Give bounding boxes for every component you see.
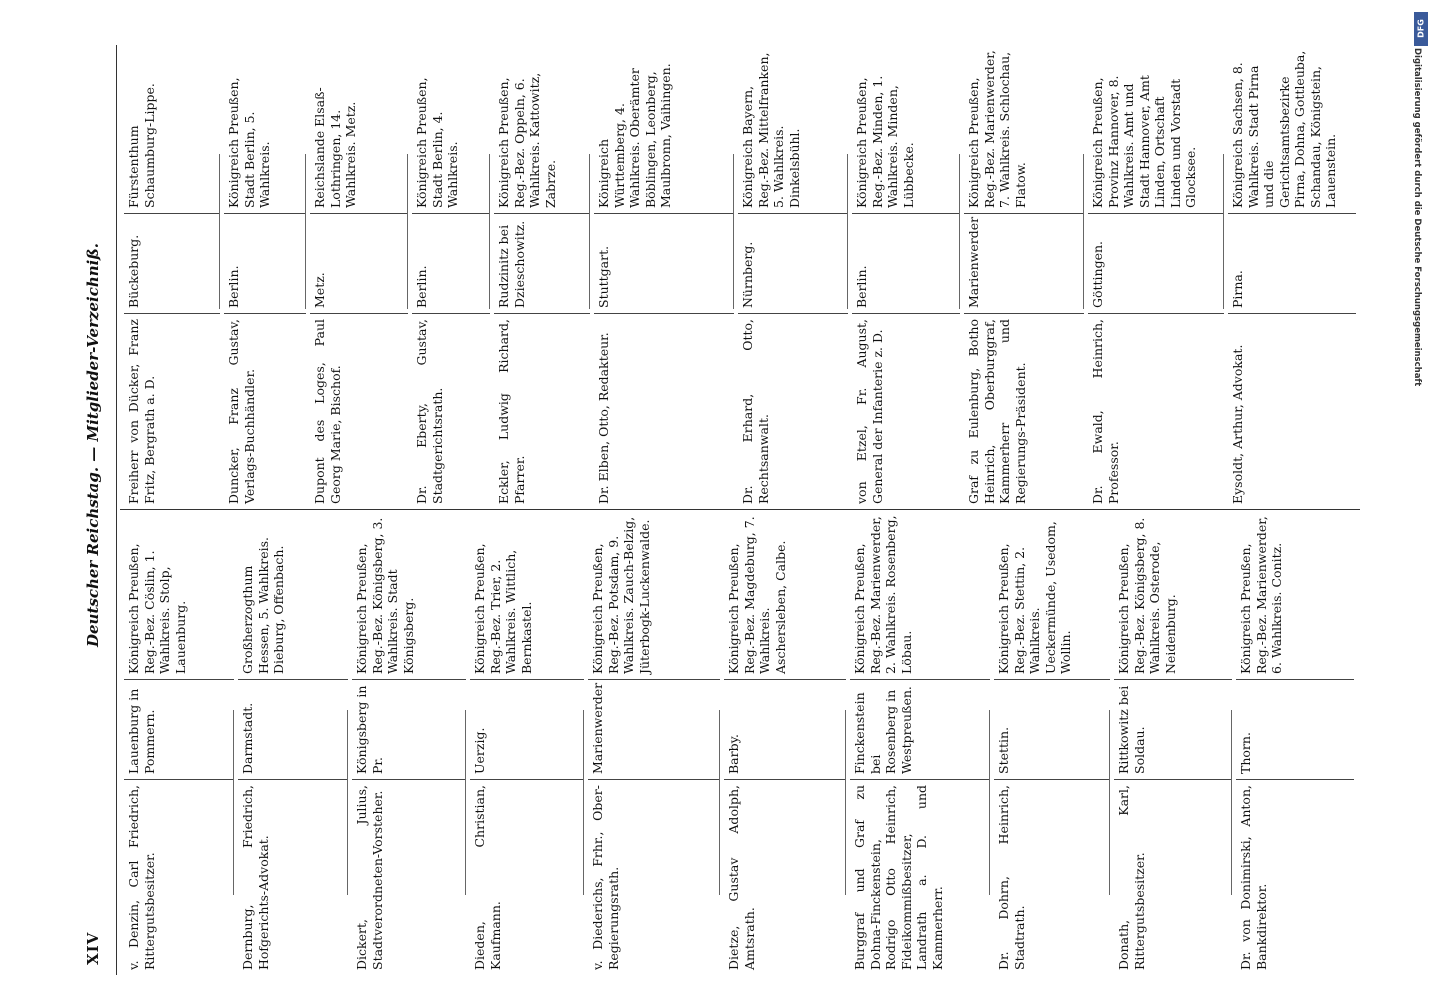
- member-entry: [850, 510, 990, 975]
- member-residence: Metz.: [310, 214, 408, 314]
- member-name: Dickert, Julius, Stadtverordneten-Vorsteher.: [354, 785, 385, 970]
- member-name: Dr. Eberty, Gustav, Stadtgerichtsrath.: [414, 319, 445, 504]
- entry-divider: [1223, 154, 1224, 309]
- member-entry: [1228, 44, 1356, 509]
- member-constituency: Fürstenthum Schaumburg-Lippe.: [124, 44, 220, 214]
- entry-divider: [583, 710, 584, 895]
- member-constituency: Königreich Preußen, Reg.-Bez. Marienwerder, 2. Wahlkreis. Rosenberg, Löbau.: [850, 510, 990, 680]
- entry-divider: [219, 154, 220, 309]
- entry-divider: [719, 710, 720, 895]
- page-title: Deutscher Reichstag. — Mitglieder-Verzeichniß.: [84, 243, 102, 647]
- member-constituency: Königreich Preußen, Reg.-Bez. Potsdam, 9. Wahlkreis. Zauch-Belzig, Jüterbogk-Luckenwalde.: [588, 510, 720, 680]
- member-constituency: Reichslande Elsaß-Lothringen, 14. Wahlkreis. Metz.: [310, 44, 408, 214]
- member-constituency: Königreich Sachsen, 8. Wahlkreis. Stadt Pirna und die Gerichtsamtsbezirke Pirna, Dohna, Gottleuba, Schandau, Königstein, Lauenstein.: [1228, 44, 1356, 214]
- member-name: Dupont des Loges, Paul Georg Marie, Bischof.: [312, 319, 343, 504]
- member-name: Dieden, Christian, Kaufmann.: [472, 785, 503, 970]
- member-name: Dr. Elben, Otto, Redakteur.: [596, 332, 611, 504]
- member-entry: [412, 44, 490, 509]
- member-constituency: Königreich Preußen, Reg.-Bez. Cöslin, 1. Wahlkreis. Stolp, Lauenburg.: [124, 510, 234, 680]
- member-residence: Königsberg in Pr.: [352, 680, 466, 780]
- column-divider: [120, 509, 1360, 510]
- member-residence: Berlin.: [852, 214, 960, 314]
- member-residence: Barby.: [724, 680, 846, 780]
- member-residence: Stettin.: [994, 680, 1110, 780]
- member-constituency: Königreich Preußen, Reg.-Bez. Stettin, 2. Wahlkreis. Ueckermünde, Usedom, Wollin.: [994, 510, 1110, 680]
- member-residence: Rittkowitz bei Soldau.: [1114, 680, 1232, 780]
- member-entry: [994, 510, 1110, 975]
- member-constituency: Königreich Preußen, Stadt Berlin, 5. Wahlkreis.: [224, 44, 306, 214]
- dfg-logo: DFG: [1414, 12, 1428, 46]
- member-constituency: Großherzogthum Hessen, 5. Wahlkreis. Dieburg, Offenbach.: [238, 510, 348, 680]
- member-name: Dr. Erhard, Otto, Rechtsanwalt.: [740, 319, 771, 504]
- member-constituency: Königreich Preußen, Reg.-Bez. Minden, 1. Wahlkreis. Minden, Lübbecke.: [852, 44, 960, 214]
- member-entry: [238, 510, 348, 975]
- left-member-column: [120, 510, 1360, 975]
- member-residence: Berlin.: [224, 214, 306, 314]
- member-entry: [852, 44, 960, 509]
- member-residence: Marienwerder: [964, 214, 1084, 314]
- page-number: XIV: [84, 931, 102, 965]
- member-constituency: Königreich Preußen, Reg.-Bez. Marienwerder, 7. Wahlkreis. Schlochau, Flatow.: [964, 44, 1084, 214]
- entry-divider: [733, 154, 734, 309]
- digitization-credit: [1412, 8, 1432, 398]
- entry-divider: [1109, 710, 1110, 895]
- entry-divider: [845, 710, 846, 895]
- member-entry: [352, 510, 466, 975]
- member-entry: [1236, 510, 1354, 975]
- member-name: Duncker, Franz Gustav, Verlags-Buchhändler.: [226, 319, 257, 504]
- entry-divider: [989, 710, 990, 895]
- member-constituency: Königreich Württemberg, 4. Wahlkreis. Oberämter Böblingen, Leonberg, Maulbronn, Vaihingen.: [594, 44, 734, 214]
- member-residence: Stuttgart.: [594, 214, 734, 314]
- page-header: [80, 45, 108, 975]
- entry-divider: [847, 154, 848, 309]
- member-constituency: Königreich Preußen, Reg.-Bez. Königsberg, 8. Wahlkreis. Osterode, Neidenburg.: [1114, 510, 1232, 680]
- member-residence: Bückeburg.: [124, 214, 220, 314]
- member-entry: [964, 44, 1084, 509]
- member-entry: [594, 44, 734, 509]
- member-constituency: Königreich Preußen, Reg.-Bez. Oppeln, 6. Wahlkreis. Kattowitz, Zabrze.: [494, 44, 590, 214]
- member-entry: [224, 44, 306, 509]
- member-entry: [310, 44, 408, 509]
- entry-divider: [347, 710, 348, 895]
- member-residence: Göttingen.: [1088, 214, 1224, 314]
- member-name: Graf zu Eulenburg, Botho Heinrich, Oberburggraf, Kammerherr und Regierungs-Präsident.: [966, 319, 1028, 504]
- header-rule: [116, 45, 117, 975]
- member-entry: [470, 510, 584, 975]
- right-member-column: [120, 44, 1360, 509]
- entry-divider: [233, 710, 234, 895]
- member-name: Eysoldt, Arthur, Advokat.: [1230, 344, 1245, 504]
- entry-divider: [1231, 710, 1232, 895]
- member-residence: Finckenstein bei Rosenberg in Westpreußen.: [850, 680, 990, 780]
- member-constituency: Königreich Preußen, Reg.-Bez. Königsberg, 3. Wahlkreis. Stadt Königsberg.: [352, 510, 466, 680]
- member-residence: Marienwerder: [588, 680, 720, 780]
- member-name: Dr. Ewald, Heinrich, Professor.: [1090, 319, 1121, 504]
- member-constituency: Königreich Preußen, Stadt Berlin, 4. Wahlkreis.: [412, 44, 490, 214]
- entry-divider: [589, 154, 590, 309]
- entry-divider: [465, 710, 466, 895]
- member-name: Donath, Karl, Rittergutsbesitzer.: [1116, 785, 1147, 970]
- member-entry: [738, 44, 848, 509]
- member-name: Dr. Dohrn, Heinrich, Stadtrath.: [996, 785, 1027, 970]
- member-constituency: Königreich Preußen, Provinz Hannover, 8. Wahlkreis. Amt und Stadt Hannover, Amt Linden, Ortschaft Linden und Vorstadt Glocksee.: [1088, 44, 1224, 214]
- rotated-register-page: [80, 45, 1370, 975]
- member-residence: Rudzinitz bei Dzieschowitz.: [494, 214, 590, 314]
- member-name: Dr. von Donimirski, Anton, Bankdirektor.: [1238, 785, 1269, 970]
- digitization-credit-text: Digitalisierung gefördert durch die Deutsche Forschungsgemeinschaft: [1412, 48, 1422, 387]
- member-name: Dietze, Gustav Adolph, Amtsrath.: [726, 785, 757, 970]
- member-constituency: Königreich Preußen, Reg.-Bez. Magdeburg, 7. Wahlkreis. Aschersleben, Calbe.: [724, 510, 846, 680]
- member-entry: [1114, 510, 1232, 975]
- member-name: Freiherr von Dücker, Franz Fritz, Bergrath a. D.: [126, 319, 157, 504]
- member-residence: Uerzig.: [470, 680, 584, 780]
- member-name: Burggraf und Graf zu Dohna-Finckenstein, Rodrigo Otto Heinrich, Fideikommißbesitzer, Landrath a. D. und Kammerherr.: [852, 785, 945, 970]
- member-name: von Etzel, Fr. August, General der Infanterie z. D.: [854, 319, 885, 504]
- entry-divider: [305, 154, 306, 309]
- member-residence: Thorn.: [1236, 680, 1354, 780]
- member-residence: Darmstadt.: [238, 680, 348, 780]
- member-entry: [1088, 44, 1224, 509]
- member-name: Dernburg, Friedrich, Hofgerichts-Advokat.: [240, 785, 271, 970]
- entry-divider: [407, 154, 408, 309]
- member-residence: Berlin.: [412, 214, 490, 314]
- member-name: v. Diederichs, Frhr., Ober-Regierungsrath.: [590, 785, 621, 970]
- member-entry: [124, 510, 234, 975]
- member-constituency: Königreich Bayern, Reg.-Bez. Mittelfranken, 5. Wahlkreis. Dinkelsbühl.: [738, 44, 848, 214]
- member-entry: [124, 44, 220, 509]
- entry-divider: [959, 154, 960, 309]
- member-name: v. Denzin, Carl Friedrich, Rittergutsbesitzer.: [126, 785, 157, 970]
- member-residence: Pirna.: [1228, 214, 1356, 314]
- member-residence: Lauenburg in Pommern.: [124, 680, 234, 780]
- member-constituency: Königreich Preußen, Reg.-Bez. Trier, 2. Wahlkreis. Wittlich, Bernkastel.: [470, 510, 584, 680]
- member-constituency: Königreich Preußen, Reg.-Bez. Marienwerder, 6. Wahlkreis. Conitz.: [1236, 510, 1354, 680]
- member-entry: [494, 44, 590, 509]
- member-name: Eckler, Ludwig Richard, Pfarrer.: [496, 319, 527, 504]
- entry-divider: [1083, 154, 1084, 309]
- member-residence: Nürnberg.: [738, 214, 848, 314]
- entry-divider: [489, 154, 490, 309]
- member-entry: [588, 510, 720, 975]
- member-entry: [724, 510, 846, 975]
